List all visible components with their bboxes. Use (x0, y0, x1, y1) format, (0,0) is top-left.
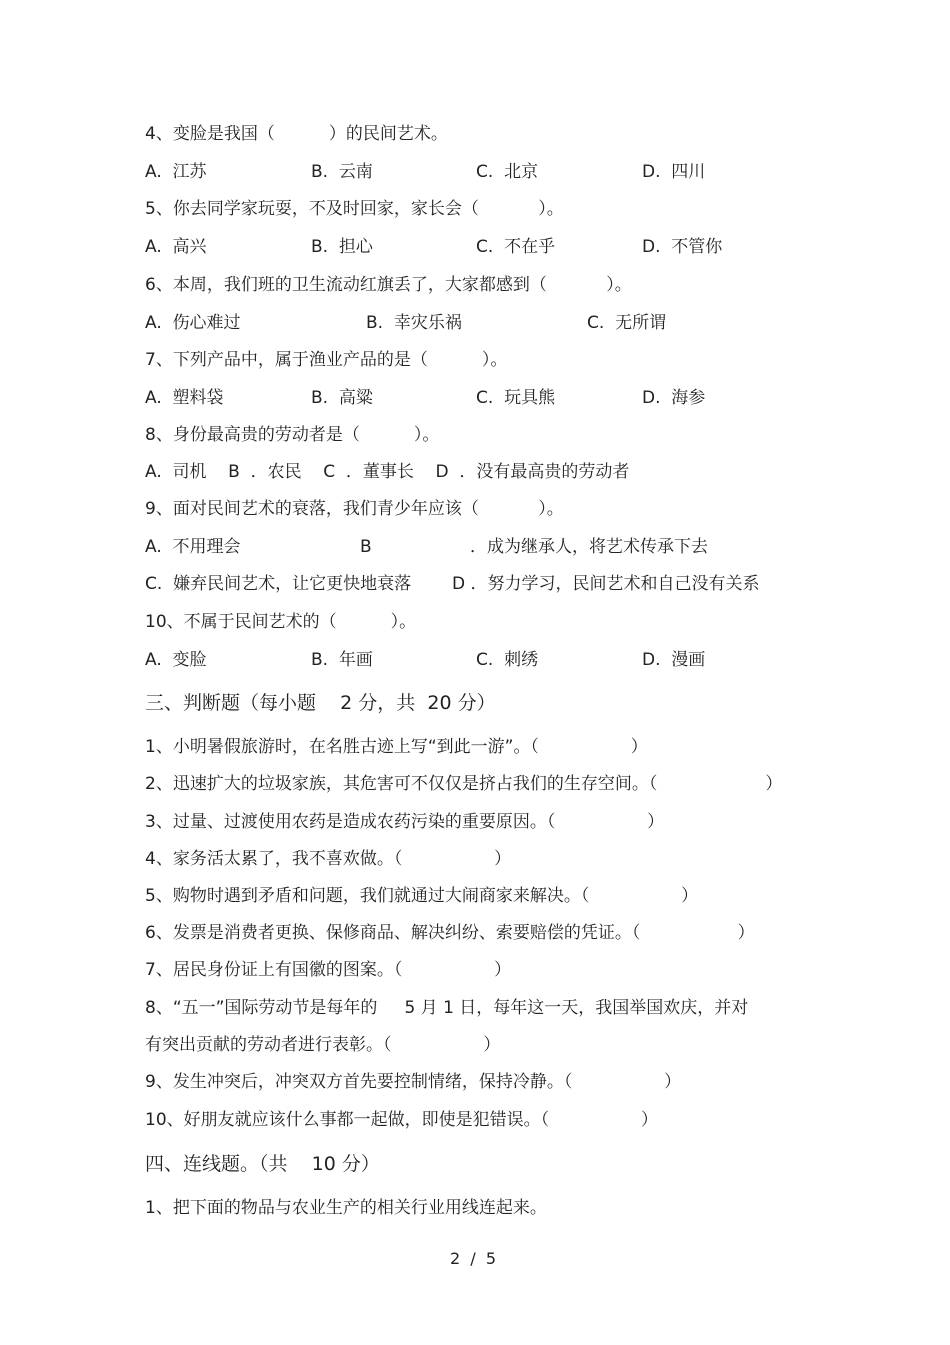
q9-option-d: D ．努力学习，民间艺术和自己没有关系 (452, 574, 760, 594)
judge-question-5: 5、购物时遇到矛盾和问题，我们就通过大闹商家来解决。（ ） (145, 886, 699, 906)
q9-option-c: C. 嫌弃民间艺术，让它更快地衰落 (145, 574, 412, 594)
question-8-stem: 8、身份最高贵的劳动者是（ ）。 (145, 425, 440, 445)
q10-option-d: D. 漫画 (642, 650, 706, 670)
q7-option-b: B. 高粱 (311, 388, 373, 408)
judge-question-2: 2、迅速扩大的垃圾家族，其危害可不仅仅是挤占我们的生存空间。（ ） (145, 774, 783, 794)
question-5-stem: 5、你去同学家玩耍，不及时回家，家长会（ ）。 (145, 199, 564, 219)
q9-option-b-text: ．成为继承人，将艺术传承下去 (470, 537, 708, 557)
q4-option-a: A. 江苏 (145, 162, 207, 182)
q6-option-b: B. 幸灾乐祸 (366, 313, 462, 333)
q9-option-b-letter: B (360, 537, 372, 557)
q5-option-c: C. 不在乎 (476, 237, 556, 257)
q7-option-c: C. 玩具熊 (476, 388, 556, 408)
q8-options: A. 司机 B ．农民 C ．董事长 D ．没有最高贵的劳动者 (145, 462, 630, 482)
judge-question-8-line-2: 有突出贡献的劳动者进行表彰。（ ） (145, 1035, 501, 1055)
q4-option-d: D. 四川 (642, 162, 706, 182)
q4-option-b: B. 云南 (311, 162, 373, 182)
q10-option-b: B. 年画 (311, 650, 373, 670)
q7-option-a: A. 塑料袋 (145, 388, 224, 408)
question-7-stem: 7、下列产品中，属于渔业产品的是（ ）。 (145, 350, 508, 370)
q5-option-b: B. 担心 (311, 237, 373, 257)
q9-option-a: A. 不用理会 (145, 537, 241, 557)
question-9-stem: 9、面对民间艺术的衰落，我们青少年应该（ ）。 (145, 499, 564, 519)
section-4-heading: 四、连线题。（共 10 分） (145, 1153, 380, 1175)
q7-option-d: D. 海参 (642, 388, 706, 408)
q10-option-c: C. 刺绣 (476, 650, 539, 670)
judge-question-3: 3、过量、过渡使用农药是造成农药污染的重要原因。（ ） (145, 812, 665, 832)
q5-option-a: A. 高兴 (145, 237, 207, 257)
q5-option-d: D. 不管你 (642, 237, 723, 257)
judge-question-6: 6、发票是消费者更换、保修商品、解决纠纷、索要赔偿的凭证。（ ） (145, 923, 755, 943)
matching-question-1: 1、把下面的物品与农业生产的相关行业用线连起来。 (145, 1198, 547, 1218)
judge-question-10: 10、好朋友就应该什么事都一起做，即使是犯错误。（ ） (145, 1110, 658, 1130)
judge-question-8-line-1: 8、“五一”国际劳动节是每年的 5 月 1 日，每年这一天，我国举国欢庆，并对 (145, 998, 749, 1018)
page-number: 2 / 5 (450, 1249, 497, 1268)
question-10-stem: 10、不属于民间艺术的（ ）。 (145, 612, 417, 632)
question-4-stem: 4、变脸是我国（ ）的民间艺术。 (145, 124, 448, 144)
judge-question-7: 7、居民身份证上有国徽的图案。（ ） (145, 960, 512, 980)
judge-question-4: 4、家务活太累了，我不喜欢做。（ ） (145, 849, 512, 869)
section-3-heading: 三、判断题（每小题 2 分，共 20 分） (145, 692, 496, 714)
judge-question-9: 9、发生冲突后，冲突双方首先要控制情绪，保持冷静。（ ） (145, 1072, 682, 1092)
q6-option-a: A. 伤心难过 (145, 313, 241, 333)
q4-option-c: C. 北京 (476, 162, 539, 182)
q6-option-c: C. 无所谓 (587, 313, 667, 333)
q10-option-a: A. 变脸 (145, 650, 207, 670)
question-6-stem: 6、本周，我们班的卫生流动红旗丢了，大家都感到（ ）。 (145, 275, 632, 295)
judge-question-1: 1、小明暑假旅游时，在名胜古迹上写“到此一游”。（ ） (145, 737, 648, 757)
